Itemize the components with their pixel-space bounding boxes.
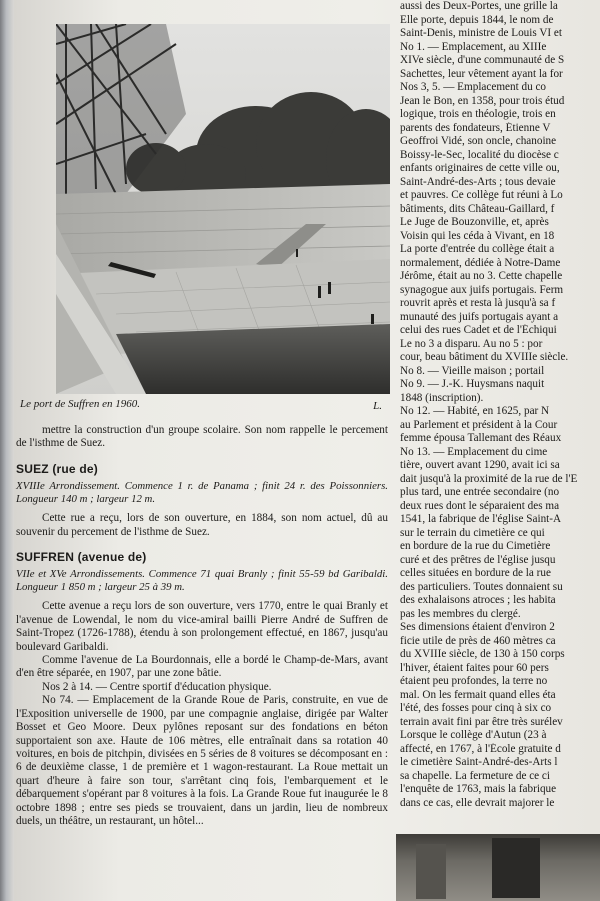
suez-body: Cette rue a reçu, lors de son ouverture, en 1884, son nom actuel, dû au souvenir du percement de l'isthme de Suez. xyxy=(16,512,388,538)
right-column-line: tière, ouvert avant 1290, avait ici sa xyxy=(400,459,560,471)
right-column-line: mal. On les fermait quand elles éta xyxy=(400,688,556,701)
right-column-line: l'été, des fosses pour cinq à six co xyxy=(400,702,552,714)
right-column-line: Voisin qui les céda à Vivant, en 18 xyxy=(400,229,555,242)
right-column-line: munauté des juifs portugais ayant a xyxy=(400,310,559,323)
right-column-line: Saint-Denis, ministre de Louis VI et xyxy=(400,27,562,39)
suffren-meta: VIIe et XVe Arrondissements. Commence 71 quai Branly ; finit 55-59 bd Garibaldi. Longueur 1 850 m ; largeur 25 à 39 m. xyxy=(16,568,388,594)
right-column-line: rouvrit après et resta là jusqu'à sa f xyxy=(400,297,556,309)
intro-paragraph: mettre la construction d'un groupe scolaire. Son nom rappelle le percement de l'isthme de Suez. xyxy=(16,424,388,450)
right-column xyxy=(400,0,600,810)
right-column-line: affecté, en 1767, à l'École gratuite d xyxy=(400,742,561,755)
right-column-line: et pauvres. Ce collège fut réuni à Lo xyxy=(400,189,563,201)
suffren-paragraph-3: Nos 2 à 14. — Centre sportif d'éducation physique. xyxy=(42,680,272,693)
left-column xyxy=(16,424,388,828)
suffren-paragraph-2: Comme l'avenue de La Bourdonnais, elle a bordé le Champ-de-Mars, avant d'en être séparée, en 1907, par une zone bâtie. xyxy=(16,654,388,680)
photo-window-light xyxy=(416,844,446,899)
right-column-line: Ses dimensions étaient d'environ 2 xyxy=(400,621,555,633)
caption-text: Le port de Suffren en 1960. xyxy=(20,398,140,410)
right-column-line: XIVe siècle, d'une communauté de S xyxy=(400,54,565,66)
right-column-line: du XVIIIe siècle, de 130 à 150 corps xyxy=(400,648,565,660)
right-column-line: plus tard, une entrée secondaire (no xyxy=(400,486,560,498)
right-column-line: No 1. — Emplacement, au XIIIe xyxy=(400,40,547,53)
right-column-line: No 12. — Habité, en 1625, par N xyxy=(400,405,550,417)
right-column-line: Nos 3, 5. — Emplacement du co xyxy=(400,81,547,93)
photo-window-dark xyxy=(492,838,540,898)
suffren-paragraph-1: Cette avenue a reçu lors de son ouverture, vers 1770, entre le quai Branly et l'avenue de Lowendal, le nom du vice-amiral bailli Pierre André de Suffren de Saint-Tropez (1726-1788), étendu à son prolongement effectué, en 1867, jusqu'au boulevard Garibaldi. xyxy=(16,600,388,653)
right-column-line: parents des fondateurs, Étienne V xyxy=(400,121,551,134)
right-column-line: cour, beau bâtiment du XVIIIe siècle. xyxy=(400,351,569,363)
right-column-line: des exhalaisons atroces ; les habita xyxy=(400,594,556,606)
right-column-line: Le Juge de Bouzonville, et, après xyxy=(400,216,549,228)
right-column-line: femme épousa Tallemant des Réaux xyxy=(400,432,562,444)
right-column-line: bâtiments, dits Château-Gaillard, f xyxy=(400,202,555,215)
port-de-suffren-photo xyxy=(56,24,390,394)
photo-caption xyxy=(20,398,390,410)
right-column-line: Elle porte, depuis 1844, le nom de xyxy=(400,13,554,26)
right-column-line: normalement, dédiée à Notre-Dame xyxy=(400,256,561,269)
right-column-line: l'enquête de 1763, mais la fabrique xyxy=(400,783,557,795)
right-column-line: Lorsque le collège d'Autun (23 à xyxy=(400,729,547,741)
right-column-line: au Parlement et président à la Cour xyxy=(400,418,558,431)
right-column-line: Sachettes, leur vêtement ayant la for xyxy=(400,67,563,80)
suffren-heading: SUFFREN (avenue de) xyxy=(16,550,147,565)
suez-meta: XVIIIe Arrondissement. Commence 1 r. de Panama ; finit 24 r. des Poissonniers. Longueur 140 m ; largeur 12 m. xyxy=(16,480,388,506)
right-column-line: deux rues dont le séparaient des ma xyxy=(400,499,560,512)
right-column-line: pas les membres du clergé. xyxy=(400,607,521,620)
right-column-line: sa chapelle. La fermeture de ce ci xyxy=(400,769,551,782)
right-column-line: curé et des prêtres de l'église jusqu xyxy=(400,553,556,566)
right-column-line: Jérôme, était au no 3. Cette chapelle xyxy=(400,270,563,282)
right-column-line: La porte d'entrée du collège était a xyxy=(400,243,555,255)
right-column-line: Geoffroi Vidé, son oncle, chanoine xyxy=(400,135,557,147)
right-column-line: dans ce cas, elle devrait majorer le xyxy=(400,796,555,809)
right-column-line: terrain avait fini par être très surélev xyxy=(400,715,563,728)
right-column-line: l'hiver, étaient faites pour 60 pers xyxy=(400,661,549,674)
suez-heading: SUEZ (rue de) xyxy=(16,461,98,476)
photo-credit: L. xyxy=(373,400,382,412)
right-column-line: synagogue aux juifs portugais. Ferm xyxy=(400,283,564,296)
book-spine xyxy=(0,0,14,901)
right-column-line: en bordure de la rue du Cimetière xyxy=(400,540,551,552)
right-column-line: Boissy-le-Sec, localité du diocèse c xyxy=(400,148,559,161)
right-column-line: logique, trois en théologie, trois en xyxy=(400,108,556,120)
suffren-paragraph-4: No 74. — Emplacement de la Grande Roue de Paris, construite, en vue de l'Exposition universelle de 1900, par une compagnie anglaise, dirigée par Walter Bosset et Geo Moore. Deux pylônes reposant sur des fondations en béton supportaient son axe. Haute de 106 mètres, elle entraînait dans sa rotation 40 voitures, en bois de pitchpin, divisées en 5 séries de 8 voitures se décomposant en : 6 de deuxième classe, 1 de première et 1 wagon-restaurant. La Roue mettait un quart d'heure à faire son tour, s'arrêtant cinq fois, l'embarquement et le débarquement s'opérant par 8 voitures à la fois. La Grande Roue fut inaugurée le 8 octobre 1898 ; entre ses pieds se trouvaient, dans un jardin, lieu de nombreux duels, un théâtre, un restaurant, un hôtel... xyxy=(16,694,388,827)
right-column-line: étaient peu profondes, la terre no xyxy=(400,675,548,687)
right-column-line: aussi des Deux-Portes, une grille la xyxy=(400,0,558,12)
right-column-line: sur le terrain du cimetière ce qui xyxy=(400,526,545,539)
right-column-line: celui des rues Cadet et de l'Échiqui xyxy=(400,324,557,336)
right-column-line: No 8. — Vieille maison ; portail xyxy=(400,364,545,377)
photo-illustration xyxy=(56,24,390,394)
right-column-line: 1541, la fabrique de l'église Saint-A xyxy=(400,513,562,525)
right-column-line: Jean le Bon, en 1358, pour trois étud xyxy=(400,94,565,107)
right-column-line: Saint-André-des-Arts ; tous devaie xyxy=(400,175,556,188)
right-column-line: 1848 (inscription). xyxy=(400,391,484,404)
right-column-line: No 9. — J.-K. Huysmans naquit xyxy=(400,378,545,390)
right-column-line: des particuliers. Toutes donnaient su xyxy=(400,580,563,593)
bottom-photo xyxy=(396,834,600,901)
right-column-line: No 13. — Emplacement du cime xyxy=(400,445,548,458)
right-column-line: Le no 3 a disparu. Au no 5 : por xyxy=(400,337,543,350)
right-column-line: ficie utile de près de 460 mètres ca xyxy=(400,634,556,647)
right-column-line: celles situées en bordure de la rue xyxy=(400,567,551,579)
right-column-line: enfants originaires de cette ville ou, xyxy=(400,162,560,174)
right-column-line: dait jusqu'à la proximité de la rue de l'E xyxy=(400,472,578,485)
right-column-line: le cimetière Saint-André-des-Arts l xyxy=(400,756,558,768)
